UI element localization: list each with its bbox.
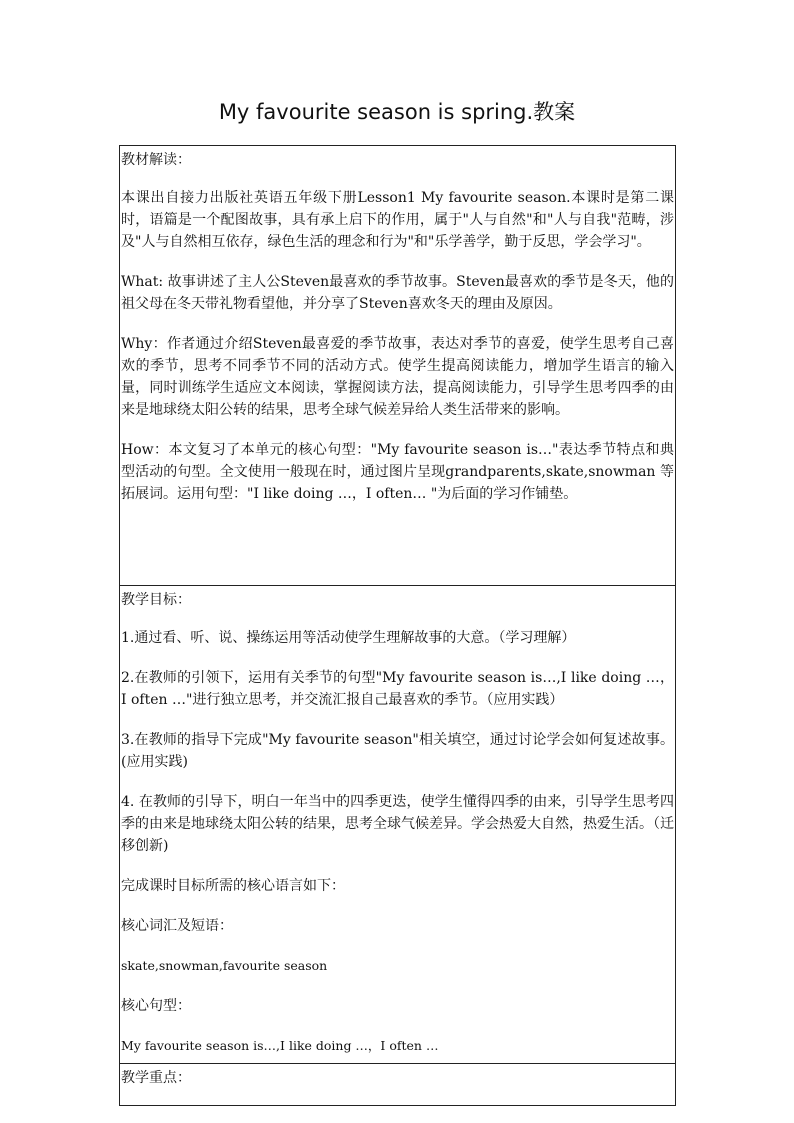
goal-item-2: 2.在教师的引领下，运用有关季节的句型"My favourite season is…,I like doing …，I often …"进行独立思考，并交流汇报自己最喜欢的季节。（应用实践） bbox=[121, 670, 674, 708]
goals-row bbox=[120, 586, 676, 1064]
goal-item-3: 3.在教师的指导下完成"My favourite season"相关填空，通过讨论学会如何复述故事。(应用实践) bbox=[121, 732, 674, 770]
interpretation-how: How：本文复习了本单元的核心句型："My favourite season is…"表达季节特点和典型活动的句型。全文使用一般现在时，通过图片呈现grandparents,skate,snowman 等拓展词。运用句型："I like doing …，I often… "为后面的学习作铺垫。 bbox=[121, 442, 674, 502]
focus-cell bbox=[120, 1064, 676, 1106]
interpretation-what: What: 故事讲述了主人公Steven最喜欢的季节故事。Steven最喜欢的季节是冬天，他的祖父母在冬天带礼物看望他，并分享了Steven喜欢冬天的理由及原因。 bbox=[121, 274, 674, 312]
goal-item-4: 4. 在教师的引导下，明白一年当中的四季更迭，使学生懂得四季的由来，引导学生思考四季的由来是地球绕太阳公转的结果，思考全球气候差异。学会热爱大自然，热爱生活。（迁移创新) bbox=[121, 794, 674, 854]
goals-cell bbox=[120, 586, 676, 1064]
core-pattern: My favourite season is…,I like doing …，I often … bbox=[121, 1038, 439, 1053]
core-pattern-label: 核心句型： bbox=[121, 998, 191, 1014]
core-language-intro: 完成课时目标所需的核心语言如下： bbox=[121, 878, 345, 894]
interpretation-row bbox=[120, 146, 676, 586]
core-vocab: skate,snowman,favourite season bbox=[121, 958, 328, 973]
focus-row bbox=[120, 1064, 676, 1106]
interpretation-heading: 教材解读： bbox=[121, 152, 191, 168]
core-vocab-label: 核心词汇及短语： bbox=[121, 918, 233, 934]
goal-item-1: 1.通过看、听、说、操练运用等活动使学生理解故事的大意。（学习理解） bbox=[121, 630, 576, 646]
interpretation-intro: 本课出自接力出版社英语五年级下册Lesson1 My favourite season.本课时是第二课时，语篇是一个配图故事，具有承上启下的作用，属于"人与自然"和"人与自我"范畴，涉及"人与自然相互依存，绿色生活的理念和行为"和"乐学善学，勤于反思，学会学习"。 bbox=[121, 190, 674, 250]
interpretation-cell bbox=[120, 146, 676, 586]
document-title: My favourite season is spring.教案 bbox=[218, 100, 576, 124]
lesson-plan-table bbox=[119, 145, 676, 1106]
focus-heading: 教学重点： bbox=[121, 1070, 191, 1086]
goals-heading: 教学目标： bbox=[121, 592, 191, 608]
interpretation-why: Why：作者通过介绍Steven最喜爱的季节故事，表达对季节的喜爱，使学生思考自己喜欢的季节，思考不同季节不同的活动方式。使学生提高阅读能力，增加学生语言的输入量，同时训练学生适应文本阅读，掌握阅读方法，提高阅读能力，引导学生思考四季的由来是地球绕太阳公转的结果，思考全球气候差异给人类生活带来的影响。 bbox=[121, 336, 674, 418]
